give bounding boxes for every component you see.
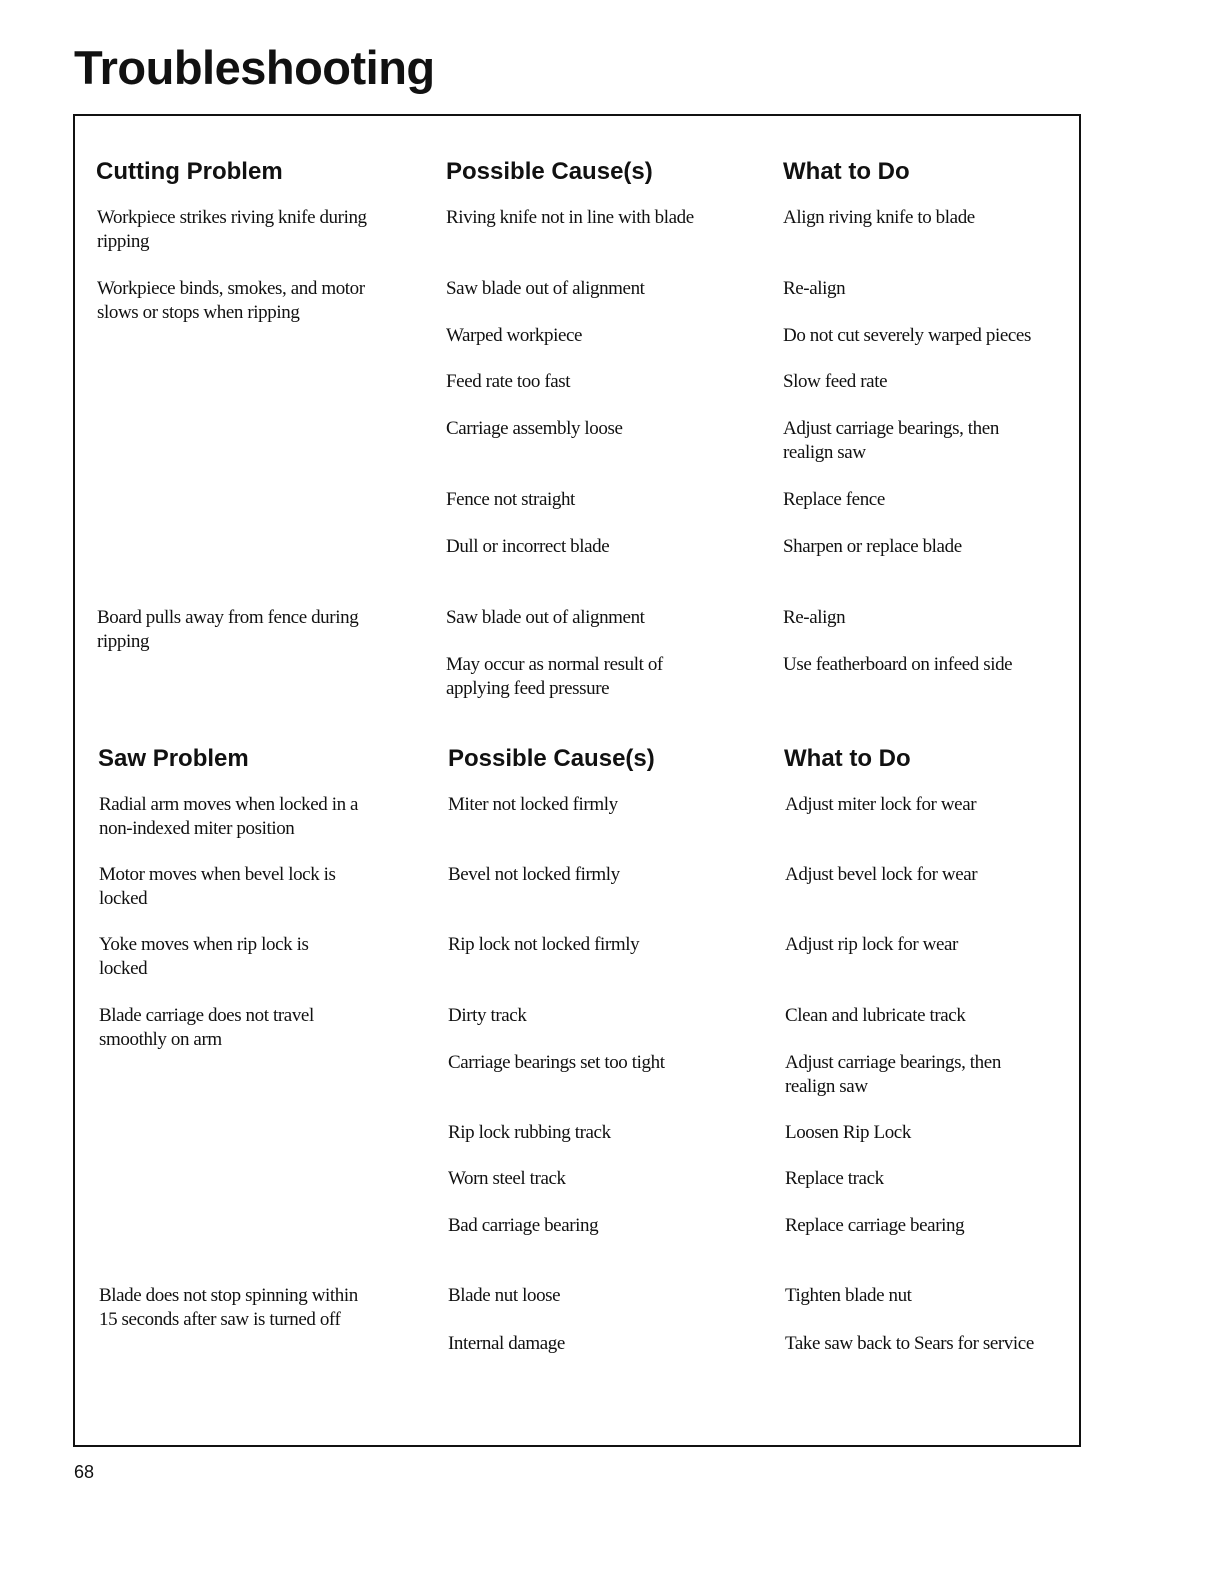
cutting-action-header: What to Do (783, 158, 910, 185)
cutting-problem-header: Cutting Problem (96, 158, 283, 185)
saw-cause: Bevel not locked firmly (448, 864, 620, 885)
cutting-action: Align riving knife to blade (783, 207, 975, 228)
saw-problem: Yoke moves when rip lock is locked (99, 934, 309, 979)
saw-cause: Dirty track (448, 1005, 527, 1026)
saw-action: Adjust bevel lock for wear (785, 864, 978, 885)
saw-cause: Blade nut loose (448, 1285, 561, 1306)
saw-cause: Bad carriage bearing (448, 1215, 599, 1236)
cutting-cause: Dull or incorrect blade (446, 536, 610, 557)
saw-action-header: What to Do (784, 745, 911, 772)
saw-action: Replace track (785, 1168, 884, 1189)
cutting-problem: Board pulls away from fence during ripping (97, 607, 359, 652)
cutting-cause: Riving knife not in line with blade (446, 207, 694, 228)
cutting-cause: Warped workpiece (446, 325, 583, 346)
saw-problem: Radial arm moves when locked in a non-indexed miter position (99, 794, 359, 839)
cutting-action: Slow feed rate (783, 371, 888, 392)
page-title: Troubleshooting (74, 41, 435, 94)
cutting-problem: Workpiece strikes riving knife during ripping (97, 207, 367, 252)
cutting-cause: Carriage assembly loose (446, 418, 623, 439)
saw-problem-header: Saw Problem (98, 745, 249, 772)
cutting-action: Adjust carriage bearings, then realign saw (783, 418, 999, 463)
saw-action: Loosen Rip Lock (785, 1122, 911, 1143)
cutting-action: Do not cut severely warped pieces (783, 325, 1031, 346)
cutting-action: Use featherboard on infeed side (783, 654, 1013, 675)
saw-cause: Carriage bearings set too tight (448, 1052, 665, 1073)
saw-cause: Internal damage (448, 1333, 565, 1354)
saw-action: Clean and lubricate track (785, 1005, 966, 1026)
cutting-cause: Saw blade out of alignment (446, 607, 645, 628)
saw-action: Adjust carriage bearings, then realign saw (785, 1052, 1001, 1097)
saw-action: Adjust miter lock for wear (785, 794, 977, 815)
page-number: 68 (74, 1462, 95, 1482)
cutting-cause: May occur as normal result of applying feed pressure (446, 654, 663, 699)
cutting-cause-header: Possible Cause(s) (446, 158, 653, 185)
cutting-cause: Fence not straight (446, 489, 575, 510)
saw-cause-header: Possible Cause(s) (448, 745, 655, 772)
saw-action: Take saw back to Sears for service (785, 1333, 1034, 1354)
cutting-cause: Saw blade out of alignment (446, 278, 645, 299)
saw-problem: Motor moves when bevel lock is locked (99, 864, 336, 909)
cutting-cause: Feed rate too fast (446, 371, 571, 392)
cutting-problem: Workpiece binds, smokes, and motor slows or stops when ripping (97, 278, 365, 323)
cutting-action: Re-align (783, 278, 846, 299)
saw-action: Adjust rip lock for wear (785, 934, 958, 955)
saw-cause: Rip lock rubbing track (448, 1122, 611, 1143)
saw-cause: Miter not locked firmly (448, 794, 618, 815)
saw-cause: Rip lock not locked firmly (448, 934, 640, 955)
saw-problem: Blade does not stop spinning within 15 seconds after saw is turned off (99, 1285, 358, 1330)
saw-problem: Blade carriage does not travel smoothly on arm (99, 1005, 314, 1050)
cutting-action: Replace fence (783, 489, 885, 510)
cutting-action: Re-align (783, 607, 846, 628)
saw-cause: Worn steel track (448, 1168, 566, 1189)
cutting-action: Sharpen or replace blade (783, 536, 962, 557)
saw-action: Replace carriage bearing (785, 1215, 965, 1236)
saw-action: Tighten blade nut (785, 1285, 912, 1306)
